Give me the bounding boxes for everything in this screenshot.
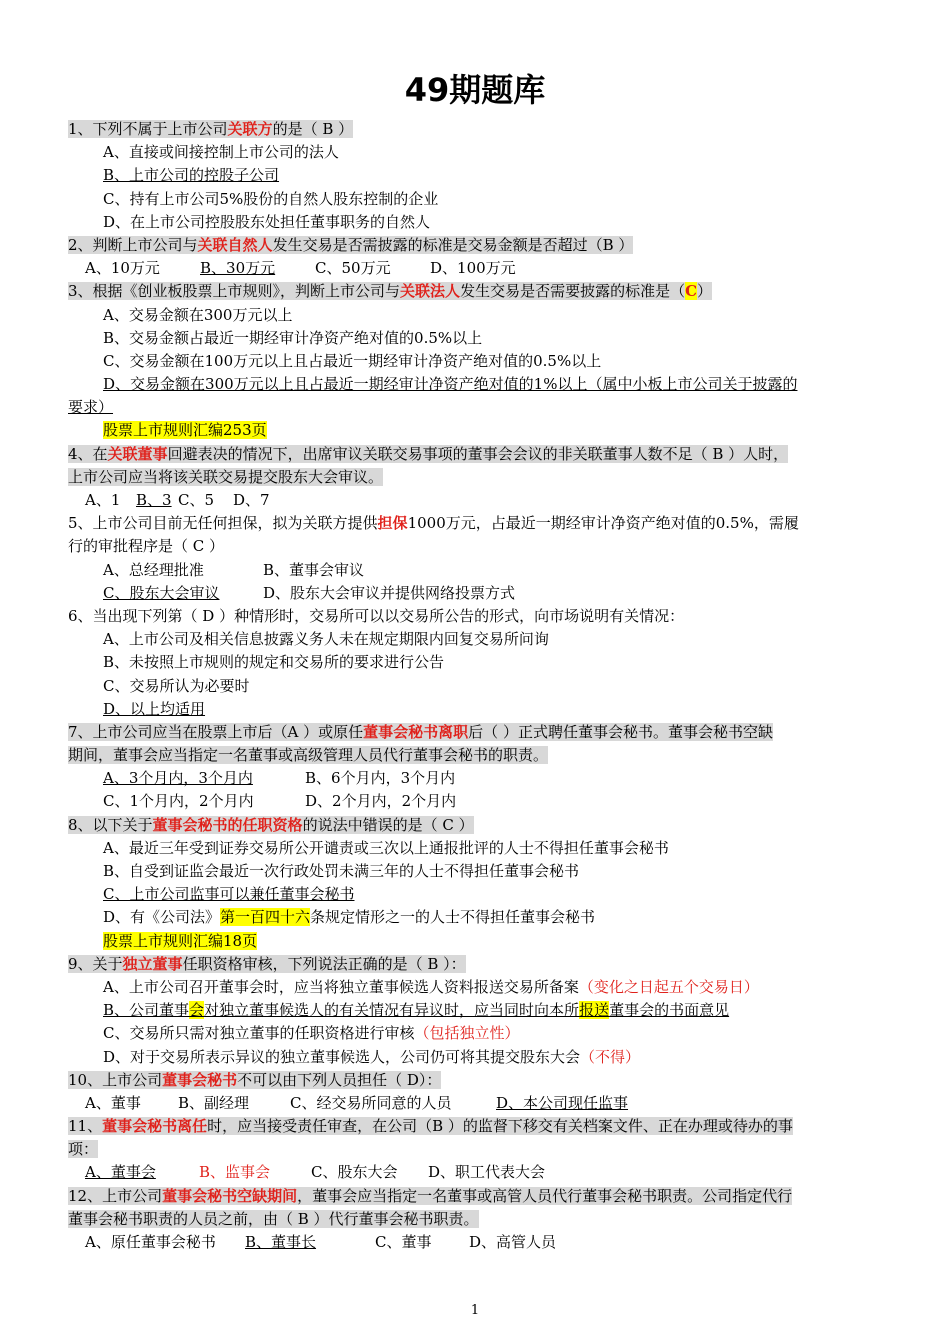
q10-option-a: A、董事: [85, 1093, 141, 1112]
q5-option-c-wrap: [103, 582, 263, 605]
q5-option-c: C、股东大会审议: [103, 583, 220, 602]
q9-option-b-text-mid: 对独立董事候选人的有关情况有异议时，应当同时向本所: [204, 1001, 580, 1020]
q1-keyword: 关联方: [227, 120, 273, 138]
q6-option-b: B、未按照上市规则的规定和交易所的要求进行公告: [103, 653, 445, 672]
q10-option-c: C、经交易所同意的人员: [290, 1093, 452, 1112]
q3-option-d: [68, 373, 884, 396]
q12-text: 12、上市公司: [68, 1186, 163, 1205]
q4-options: [68, 489, 884, 512]
q2-text: 2、判断上市公司与: [68, 235, 198, 254]
q5-option-b: B、董事会审议: [263, 560, 365, 579]
q9-option-d-text: D、对于交易所表示异议的独立董事候选人，公司仍可将其提交股东大会: [103, 1047, 581, 1066]
q1-text-end: 的是（ B ）: [272, 120, 354, 138]
q10-keyword: 董事会秘书: [162, 1070, 238, 1089]
question-3: [68, 280, 884, 303]
q7-text: 7、上市公司应当在股票上市后（A ）或原任: [68, 722, 364, 741]
q7-options-cd: [68, 790, 884, 813]
q5-options-cd: [68, 582, 884, 605]
q9-option-a: [68, 976, 884, 999]
question-2: [68, 234, 884, 257]
q6-option-d: [68, 698, 884, 721]
q4-text-cont: 上市公司应当将该关联交易提交股东大会审议。: [68, 467, 384, 486]
q8-option-d-text: D、有《公司法》: [103, 908, 221, 927]
q12-option-b: B、董事长: [245, 1233, 317, 1251]
q9-option-b: [68, 999, 884, 1022]
q4-option-c: C、5: [178, 491, 215, 509]
q2-option-a: A、10万元: [85, 259, 160, 278]
q3-text: 3、根据《创业板股票上市规则》，判断上市公司与: [68, 282, 401, 301]
q8-option-c: [68, 883, 884, 906]
q11-text-end: 时，应当接受责任审查，在公司（B ）的监督下移交有关档案文件、正在办理或待办的事: [207, 1117, 793, 1136]
q8-reference: [68, 930, 884, 953]
q12-text-end: ，董事会应当指定一名董事或高管人员代行董事会秘书职责。公司指定代行: [297, 1186, 793, 1205]
page-number: 1: [470, 1303, 480, 1318]
q2-option-c: C、50万元: [315, 259, 391, 278]
q1-text: 1、下列不属于上市公司: [68, 120, 228, 138]
q2-text-end: 发生交易是否需披露的标准是交易金额是否超过（B ）: [272, 235, 634, 254]
question-list: [68, 118, 884, 1254]
q12-option-d: D、高管人员: [469, 1233, 557, 1251]
question-6: 6、当出现下列第（ D ）种情形时，交易所可以以交易所公告的形式，向市场说明有关情况：: [68, 606, 685, 625]
q8-text: 8、以下关于: [68, 815, 153, 834]
q9-text-end: 任职资格审核，下列说法正确的是（ B ）：: [182, 954, 466, 973]
q9-option-b-highlight-1: 会: [189, 1001, 205, 1020]
q8-keyword: 董事会秘书的任职资格: [152, 815, 303, 834]
q1-option-a: A、直接或间接控制上市公司的法人: [103, 143, 339, 162]
q3-text-end: 发生交易是否需要披露的标准是（: [460, 282, 686, 301]
q7-option-d: D、2个月内，2个月内: [305, 792, 457, 811]
q9-option-a-note: （变化之日起五个交易日）: [578, 977, 759, 996]
q7-text-end: 后（ ）正式聘任董事会秘书。董事会秘书空缺: [468, 722, 773, 741]
q7-option-c: C、1个月内，2个月内: [103, 792, 254, 811]
question-11: [68, 1115, 884, 1138]
q7-option-a: A、3个月内，3个月内: [103, 769, 253, 788]
q3-option-c: C、交易金额在100万元以上且占最近一期经审计净资产绝对值的0.5%以上: [103, 351, 602, 370]
q2-keyword: 关联自然人: [197, 235, 273, 254]
q4-option-a: A、1: [85, 491, 121, 509]
q3-reference-text: 股票上市规则汇编253页: [103, 421, 267, 440]
question-5: [68, 512, 884, 535]
q11-option-d: D、职工代表大会: [428, 1163, 546, 1182]
q10-options: [68, 1092, 884, 1115]
q9-option-b-highlight-2: 报送: [579, 1001, 610, 1020]
q9-option-a-text: A、上市公司召开董事会时，应当将独立董事候选人资料报送交易所备案: [103, 977, 579, 996]
question-4-cont: [68, 466, 884, 489]
q9-option-c: [68, 1022, 884, 1045]
q4-option-b: B、3: [136, 491, 172, 509]
q11-options: [68, 1161, 884, 1184]
q1-option-c: C、持有上市公司5%股份的自然人股东控制的企业: [103, 189, 439, 208]
q3-answer: C: [685, 282, 698, 301]
q8-option-b: B、自受到证监会最近一次行政处罚未满三年的人士不得担任董事会秘书: [103, 862, 580, 880]
q9-option-b-text: B、公司董事: [103, 1001, 190, 1020]
q5-option-a: A、总经理批准: [103, 560, 204, 579]
question-5-cont: 行的审批程序是（ C ）: [68, 537, 225, 556]
q5-option-d: D、股东大会审议并提供网络投票方式: [263, 583, 516, 602]
q8-option-a: A、最近三年受到证券交易所公开谴责或三次以上通报批评的人士不得担任董事会秘书: [103, 838, 669, 857]
q3-option-d-text: D、交易金额在300万元以上且占最近一期经审计净资产绝对值的1%以上（属中小板上市公司关于披露的: [103, 375, 798, 394]
q10-option-b: B、副经理: [178, 1093, 250, 1112]
q4-text: 4、在: [68, 444, 108, 463]
question-11-cont: [68, 1138, 884, 1161]
question-9: [68, 953, 884, 976]
question-4: [68, 443, 884, 466]
q10-text-end: 不可以由下列人员担任（ D）：: [237, 1070, 442, 1089]
q7-text-cont: 期间，董事会应当指定一名董事或高级管理人员代行董事会秘书的职责。: [68, 746, 549, 765]
q7-option-b: B、6个月内，3个月内: [305, 769, 456, 788]
q11-keyword: 董事会秘书离任: [102, 1117, 208, 1136]
q2-options: [68, 257, 884, 280]
q9-option-d-note: （不得）: [580, 1047, 641, 1066]
q10-text: 10、上市公司: [68, 1070, 163, 1089]
q4-keyword: 关联董事: [107, 444, 168, 463]
q7-option-a-wrap: [103, 767, 305, 790]
question-12-cont: [68, 1208, 884, 1231]
question-12: [68, 1185, 884, 1208]
q1-option-d: D、在上市公司控股股东处担任董事职务的自然人: [103, 212, 431, 231]
q3-option-a: A、交易金额在300万元以上: [103, 305, 293, 324]
q3-option-d-text2: 要求）: [68, 398, 114, 417]
q11-option-b: B、监事会: [199, 1163, 271, 1182]
q5-text: 5、上市公司目前无任何担保，拟为关联方提供: [68, 514, 378, 533]
q6-option-c: C、交易所认为必要时: [103, 676, 250, 695]
q8-option-d: [68, 906, 884, 929]
q3-option-d-cont: [68, 396, 884, 419]
q11-text-cont: 项：: [68, 1140, 99, 1159]
q3-reference: [68, 419, 884, 442]
q3-option-b: B、交易金额占最近一期经审计净资产绝对值的0.5%以上: [103, 328, 483, 347]
question-7-cont: [68, 744, 884, 767]
q8-option-d-text-end: 条规定情形之一的人士不得担任董事会秘书: [310, 908, 596, 927]
q12-option-a: A、原任董事会秘书: [85, 1233, 216, 1251]
q8-option-d-highlight: 第一百四十六: [220, 908, 311, 927]
q1-option-b-text: B、上市公司的控股子公司: [103, 166, 280, 185]
q3-keyword: 关联法人: [400, 282, 461, 301]
q5-options-ab: [68, 559, 884, 582]
q9-keyword: 独立董事: [122, 954, 183, 973]
q9-text: 9、关于: [68, 954, 123, 973]
q2-option-b: B、30万元: [200, 259, 276, 278]
q9-option-d: [68, 1046, 884, 1069]
q12-option-c: C、董事: [375, 1233, 432, 1251]
q8-text-end: 的说法中错误的是（ C ）: [302, 815, 474, 834]
q6-option-a: A、上市公司及相关信息披露义务人未在规定期限内回复交易所问询: [103, 630, 549, 649]
question-8: [68, 814, 884, 837]
q10-option-d: D、本公司现任监事: [496, 1093, 629, 1112]
q12-text-cont: 董事会秘书职责的人员之前，由（ B ）代行董事会秘书职责。: [68, 1209, 479, 1228]
q11-option-a: A、董事会: [85, 1163, 156, 1182]
q8-reference-text: 股票上市规则汇编18页: [103, 931, 258, 950]
q2-option-d: D、100万元: [430, 259, 516, 278]
page-title: 49期题库: [404, 71, 546, 109]
q8-option-c-text: C、上市公司监事可以兼任董事会秘书: [103, 885, 355, 904]
q5-text-end: 1000万元，占最近一期经审计净资产绝对值的0.5%，需履: [407, 514, 799, 533]
q1-option-b: [68, 164, 884, 187]
q3-close-paren: ）: [697, 282, 713, 301]
q12-keyword: 董事会秘书空缺期间: [162, 1186, 298, 1205]
q6-option-d-text: D、以上均适用: [103, 699, 206, 718]
q7-options-ab: [68, 767, 884, 790]
q12-options: [68, 1231, 884, 1254]
q4-option-d: D、7: [233, 491, 270, 509]
q4-text-end: 回避表决的情况下，出席审议关联交易事项的董事会会议的非关联董事人数不足（ B ）人时，: [167, 444, 789, 463]
q7-keyword: 董事会秘书离职: [363, 722, 469, 741]
q9-option-c-text: C、交易所只需对独立董事的任职资格进行审核: [103, 1024, 415, 1043]
q9-option-b-text-end: 董事会的书面意见: [609, 1001, 730, 1020]
question-7: [68, 721, 884, 744]
question-1: [68, 118, 884, 141]
q5-keyword: 担保: [377, 514, 408, 533]
question-10: [68, 1069, 884, 1092]
q9-option-c-note: （包括独立性）: [414, 1024, 520, 1043]
q11-option-c: C、股东大会: [311, 1163, 398, 1182]
q11-text: 11、: [68, 1117, 103, 1136]
